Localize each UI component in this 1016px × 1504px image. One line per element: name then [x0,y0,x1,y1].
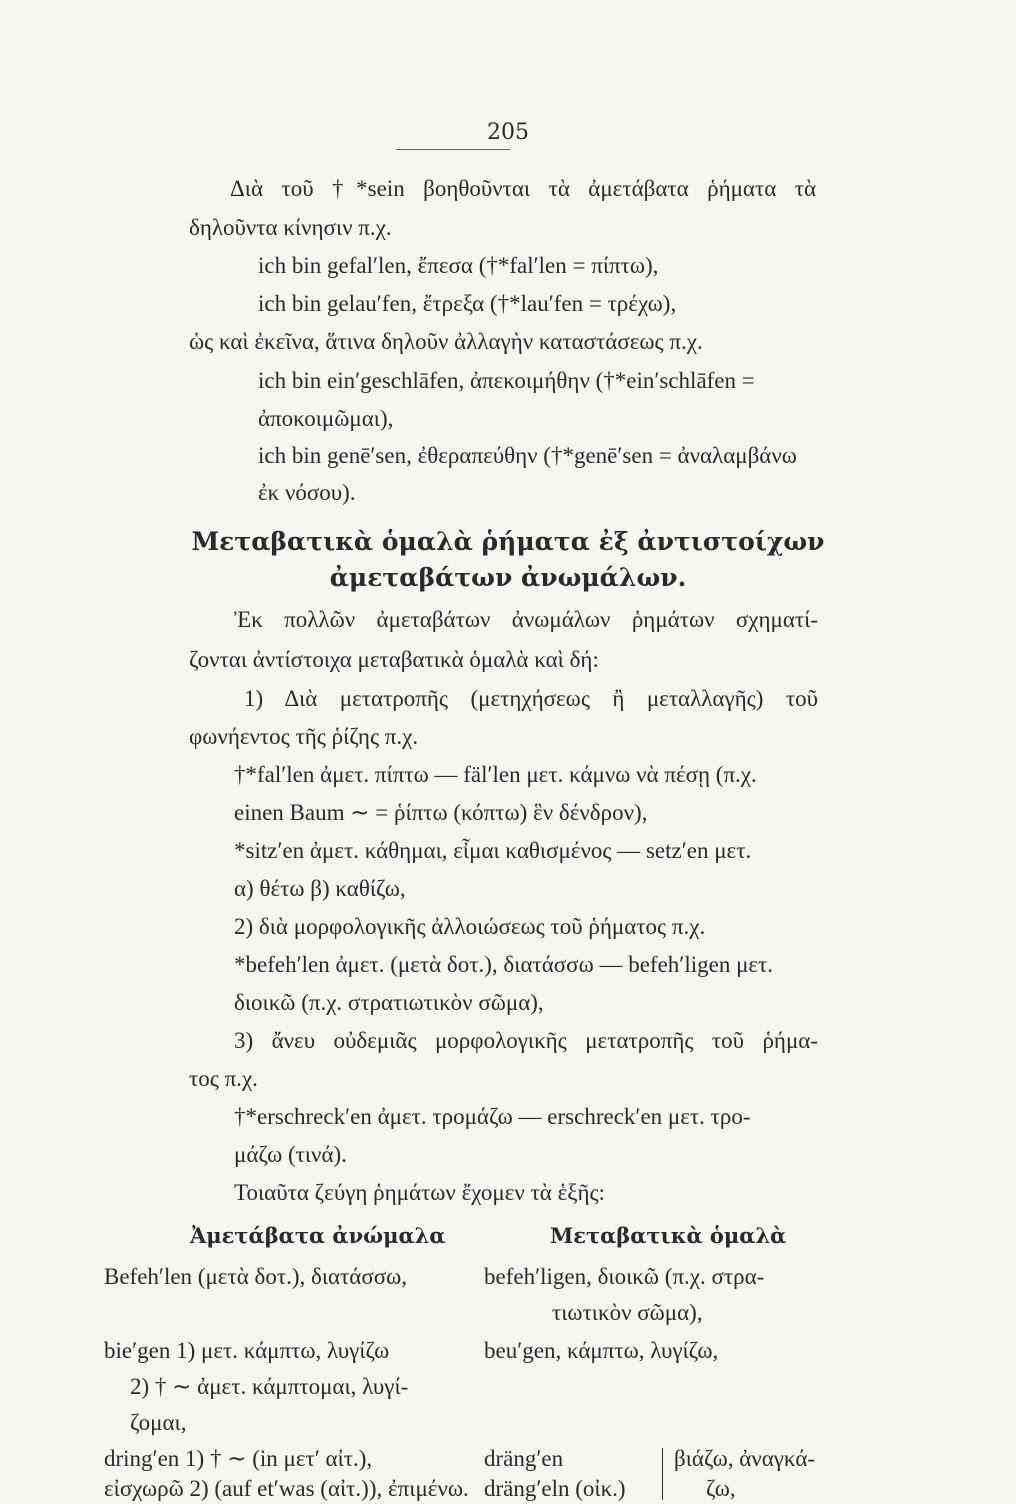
row-biegen-right: beu′gen, κάμπτω, λυγίζω, [484,1338,719,1363]
header-rule [396,149,510,150]
brace-bar [662,1448,663,1500]
item-3-erschrecken: †*erschreck′en ἀμετ. τρομάζω — erschreck′en μετ. τρο- [234,1104,751,1129]
left-column-header: Ἀμετάβατα ἀνώμαλα [190,1223,446,1248]
item-1-line-2: φωνήεντος τῆς ῥίζης π.χ. [189,724,419,749]
example-eingeschlafen-cont: ἀποκοιμῶμαι), [258,406,394,431]
example-eingeschlafen: ich bin ein′geschlāfen, ἀπεκοιμήθην (†*ein′schlāfen = [258,368,755,393]
row-befehlen-right-cont: τιωτικὸν σῶμα), [552,1300,703,1325]
section-heading-line-2: ἀμεταβάτων ἀνωμάλων. [329,563,687,592]
item-3-line-2: τος π.χ. [189,1066,258,1091]
example-genesen: ich bin genē′sen, ἐθεραπεύθην (†*genē′sen = ἀναλαμβάνω [258,443,797,468]
example-gefallen: ich bin gefal′len, ἔπεσα (†*fal′len = πίπτω), [258,253,659,278]
item-3-line-4: μάζω (τινά). [234,1142,347,1167]
row-dringen-left-cont: εἰσχωρῶ 2) (auf et′was (αἰτ.)), ἐπιμένω. [104,1476,469,1501]
example-genesen-cont: ἐκ νόσου). [258,480,356,505]
example-gelaufen: ich bin gelau′fen, ἔτρεξα (†*lau′fen = τρέχω), [258,291,677,316]
section-para-line-1: Ἐκ πολλῶν ἀμεταβάτων ἀνωμάλων ῥημάτων σχηματί- [234,607,818,632]
intro-line-1: Διὰ τοῦ †*sein βοηθοῦνται τὰ ἀμετάβατα ῥήματα τὰ [230,176,816,201]
row-biegen-left: bie′gen 1) μετ. κάμπτω, λυγίζω [104,1338,390,1363]
row-dringen-left-final: ἐπιμένω. [382,1476,469,1501]
right-column-header: Μεταβατικὰ ὁμαλὰ [550,1223,787,1248]
row-befehlen-right: befeh′ligen, διοικῶ (π.χ. στρα- [484,1264,765,1289]
item-1-fallen: †*fal′len ἀμετ. πίπτω — fäl′len μετ. κάμνω νὰ πέσῃ (π.χ. [234,762,757,787]
pairs-intro: Τοιαῦτα ζεύγη ῥημάτων ἔχομεν τὰ ἑξῆς: [234,1180,606,1205]
row-biegen-left-cont-2: ζομαι, [130,1410,187,1435]
row-befehlen-left: Befeh′len (μετὰ δοτ.), διατάσσω, [104,1264,408,1289]
item-2-befehlen: *befeh′len ἀμετ. (μετὰ δοτ.), διατάσσω — befeh′ligen μετ. [234,952,774,977]
row-dringen-left: dring′en 1) † ∼ (in μετ′ αἰτ.), [104,1446,373,1471]
section-para-line-2: ζονται ἀντίστοιχα μεταβατικὰ ὁμαλὰ καὶ δή: [189,647,599,672]
item-1-line-1: 1) Διὰ μετατροπῆς (μετηχήσεως ἢ μεταλλαγῆς) τοῦ [244,686,818,711]
intro-line-2: δηλοῦντα κίνησιν π.χ. [189,215,392,240]
row-draengeln-right: dräng′eln (οἰκ.) [484,1476,626,1501]
item-2-line-3: διοικῶ (π.χ. στρατιωτικὸν σῶμα), [234,990,544,1015]
item-1-meanings: α) θέτω β) καθίζω, [234,876,406,901]
item-1-baum: einen Baum ∼ = ῥίπτω (κόπτω) ἓν δένδρον), [234,800,648,825]
row-dringen-right: dräng′en [484,1446,564,1471]
intro-line-3: ὡς καὶ ἐκεῖνα, ἅτινα δηλοῦν ἀλλαγὴν καταστάσεως π.χ. [189,329,703,354]
item-1-sitzen: *sitz′en ἀμετ. κάθημαι, εἶμαι καθισμένος — setz′en μετ. [234,838,752,863]
item-2-line-1: 2) διὰ μορφολογικῆς ἀλλοιώσεως τοῦ ῥήματος π.χ. [234,914,706,939]
row-dringen-meaning: βιάζω, ἀναγκά- [674,1446,816,1471]
section-heading-line-1: Μεταβατικὰ ὁμαλὰ ῥήματα ἐξ ἀντιστοίχων [191,527,825,556]
page-number: 205 [487,120,529,145]
item-3-line-1: 3) ἄνευ οὐδεμιᾶς μορφολογικῆς μετατροπῆς τοῦ ῥήμα- [234,1028,818,1053]
row-dringen-meaning-cont: ζω, [706,1476,736,1501]
row-biegen-left-cont: 2) † ∼ ἀμετ. κάμπτομαι, λυγί- [130,1374,409,1399]
